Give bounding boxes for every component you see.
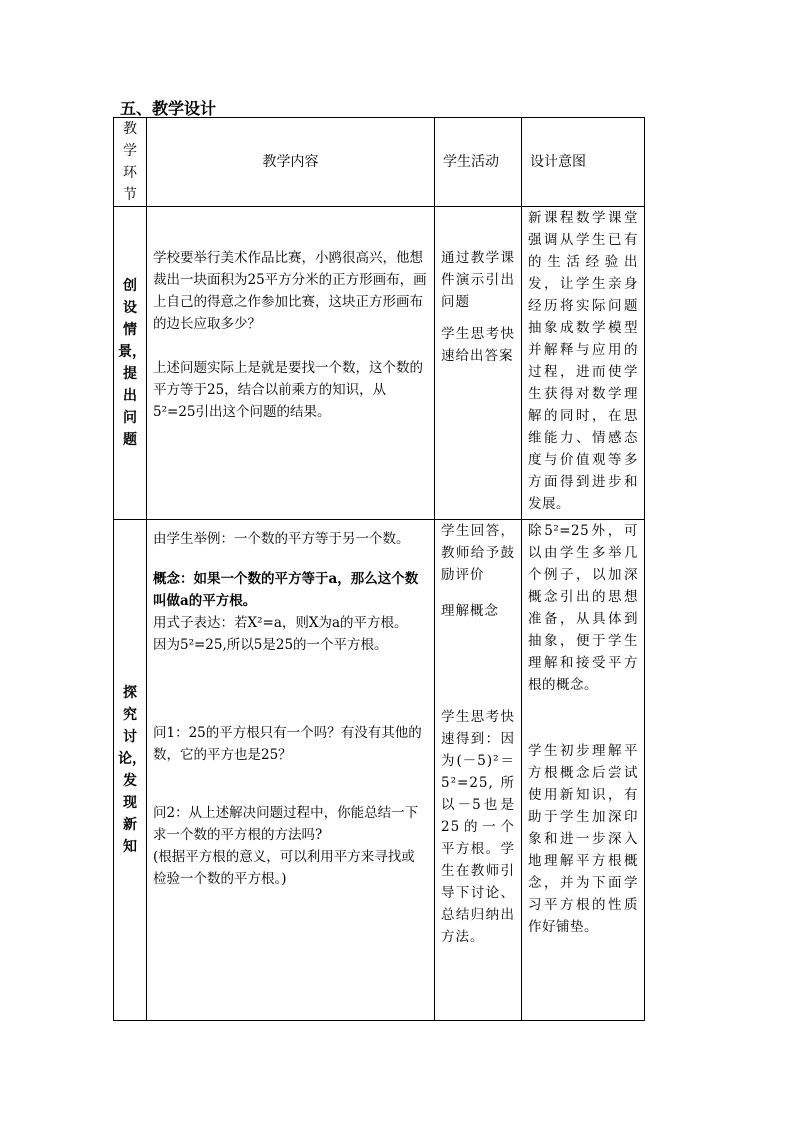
content-cell <box>147 520 435 1021</box>
intent-text: 学生初步理解平方根概念后尝试使用新知识，有助于学生加深印象和进一步深入地理解平方根概念，并为下面学习平方根的性质作好铺垫。 <box>528 743 638 935</box>
activity-text: 学生回答，教师给予鼓励评价 <box>441 523 515 583</box>
concept-definition: 概念：如果一个数的平方等于a，那么这个数叫做a的平方根。 <box>153 571 419 609</box>
header-content: 教学内容 <box>147 118 435 207</box>
activity-text: 学生思考快速给出答案 <box>441 326 515 364</box>
content-paragraph: 上述问题实际上是就是要找一个数，这个数的平方等于25，结合以前乘方的知识，从5²=25引出这个问题的结果。 <box>153 360 423 420</box>
stage-cell: 创设情景，提出问题 <box>114 207 147 520</box>
activity-cell <box>435 207 522 520</box>
header-stage: 教学环节 <box>114 118 147 207</box>
header-intent: 设计意图 <box>522 118 645 207</box>
teaching-design-table <box>113 117 645 1021</box>
content-paragraph: 学校要举行美术作品比赛，小鸥很高兴，他想裁出一块面积为25平方分米的正方形画布，画上自己的得意之作参加比赛，这块正方形画布的边长应取多少？ <box>153 250 427 332</box>
concept-formula: 用式子表达：若X²=a，则X为a的平方根。 <box>153 615 408 631</box>
question-2-note: (根据平方根的意义，可以利用平方来寻找或检验一个数的平方根。) <box>153 849 415 887</box>
intent-text: 新课程数学课堂强调从学生已有的生活经验出发，让学生亲身经历将实际问题抽象成数学模型并解释与应用的过程，进而使学生获得对数学理解的同时，在思维能力、情感态度与价值观等多方面得到进步和发展。 <box>528 210 638 512</box>
intent-cell <box>522 207 645 520</box>
stage-cell: 探究讨论，发现新知 <box>114 520 147 1021</box>
header-activity: 学生活动 <box>435 118 522 207</box>
intent-text: 除5²=25外，可以由学生多举几个例子，以加深概念引出的思想准备，从具体到抽象，便于学生理解和接受平方根的概念。 <box>528 523 638 693</box>
activity-text: 通过教学课件演示引出问题 <box>441 250 515 310</box>
concept-example: 因为5²=25,所以5是25的一个平方根。 <box>153 637 388 653</box>
table-header-row <box>114 118 645 207</box>
activity-text: 学生思考快速得到：因为(－5)²＝5²=25,所以－5也是25的一个平方根。学生在教师引导下讨论、总结归纳出方法。 <box>441 709 515 945</box>
table-row <box>114 207 645 520</box>
intent-cell <box>522 520 645 1021</box>
table-row <box>114 520 645 1021</box>
content-cell <box>147 207 435 520</box>
activity-text: 理解概念 <box>441 603 499 619</box>
content-intro: 由学生举例：一个数的平方等于另一个数。 <box>153 531 410 547</box>
question-1: 问1：25的平方根只有一个吗？有没有其他的数，它的平方也是25？ <box>153 725 422 763</box>
activity-cell <box>435 520 522 1021</box>
question-2: 问2：从上述解决问题过程中，你能总结一下求一个数的平方根的方法吗? <box>153 805 419 843</box>
section-title: 五、教学设计 <box>120 99 217 118</box>
